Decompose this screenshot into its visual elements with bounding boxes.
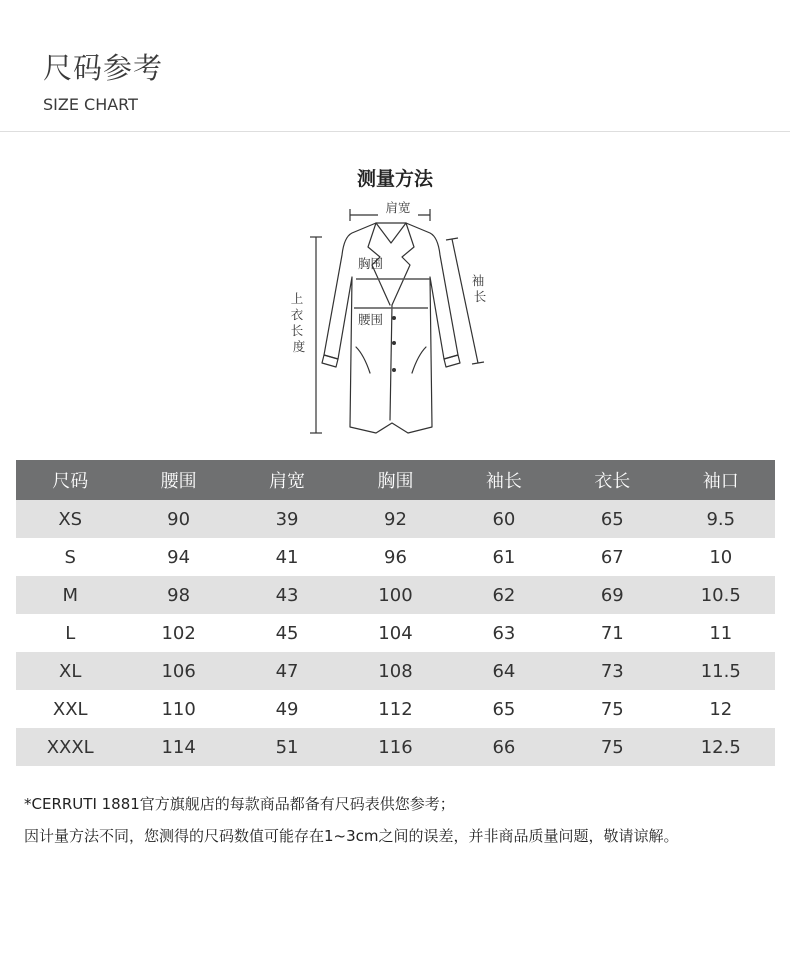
table-cell: 114 <box>124 728 232 766</box>
table-row <box>16 576 775 614</box>
table-cell: 43 <box>233 576 341 614</box>
table-row <box>16 652 775 690</box>
table-cell: 11 <box>667 614 775 652</box>
table-cell: 60 <box>450 500 558 538</box>
page-subtitle: SIZE CHART <box>43 95 138 114</box>
table-cell: 45 <box>233 614 341 652</box>
left-pocket <box>356 347 370 373</box>
note-disclaimer: 因计量方法不同，您测得的尺码数值可能存在1~3cm之间的误差，并非商品质量问题，敬请谅解。 <box>24 827 679 845</box>
table-cell: 65 <box>450 690 558 728</box>
header-waist: 腰围 <box>124 460 232 500</box>
table-cell: 98 <box>124 576 232 614</box>
table-cell: 47 <box>233 652 341 690</box>
table-header-row <box>16 460 775 500</box>
table-cell: 71 <box>558 614 666 652</box>
table-cell: 104 <box>341 614 449 652</box>
table-cell: 110 <box>124 690 232 728</box>
table-cell: 12 <box>667 690 775 728</box>
front-opening <box>390 305 392 420</box>
table-cell: XXL <box>16 690 124 728</box>
size-table <box>16 460 775 766</box>
table-cell: 65 <box>558 500 666 538</box>
chest-label: 胸围 <box>358 256 384 271</box>
table-row <box>16 538 775 576</box>
table-row <box>16 614 775 652</box>
table-cell: 112 <box>341 690 449 728</box>
table-cell: 62 <box>450 576 558 614</box>
table-row <box>16 728 775 766</box>
table-cell: 11.5 <box>667 652 775 690</box>
table-cell: 90 <box>124 500 232 538</box>
coat-button <box>392 368 396 372</box>
header-divider <box>0 131 790 132</box>
table-cell: 49 <box>233 690 341 728</box>
header-size: 尺码 <box>16 460 124 500</box>
table-cell: 96 <box>341 538 449 576</box>
coat-measurement-diagram <box>280 195 510 440</box>
table-cell: 41 <box>233 538 341 576</box>
table-cell: 69 <box>558 576 666 614</box>
collar <box>376 223 406 243</box>
table-cell: 66 <box>450 728 558 766</box>
coat-button <box>392 316 396 320</box>
header-chest: 胸围 <box>341 460 449 500</box>
table-cell: 116 <box>341 728 449 766</box>
table-cell: 10 <box>667 538 775 576</box>
table-cell: 100 <box>341 576 449 614</box>
table-cell: L <box>16 614 124 652</box>
right-pocket <box>412 347 426 373</box>
table-cell: 92 <box>341 500 449 538</box>
header-sleeve: 袖长 <box>450 460 558 500</box>
table-cell: 63 <box>450 614 558 652</box>
header-shoulder: 肩宽 <box>233 460 341 500</box>
table-cell: XL <box>16 652 124 690</box>
table-cell: 106 <box>124 652 232 690</box>
table-cell: M <box>16 576 124 614</box>
table-cell: 39 <box>233 500 341 538</box>
table-row <box>16 690 775 728</box>
table-cell: 67 <box>558 538 666 576</box>
table-cell: 51 <box>233 728 341 766</box>
table-cell: 75 <box>558 728 666 766</box>
sleeve-label: 袖 长 <box>471 273 487 304</box>
header-length: 衣长 <box>558 460 666 500</box>
table-cell: 10.5 <box>667 576 775 614</box>
waist-label: 腰围 <box>358 312 384 327</box>
table-cell: 94 <box>124 538 232 576</box>
right-lapel <box>392 223 414 305</box>
length-label: 上 衣 长 度 <box>290 291 306 354</box>
note-reference: *CERRUTI 1881官方旗舰店的每款商品都备有尺码表供您参考； <box>24 795 455 813</box>
table-cell: 64 <box>450 652 558 690</box>
table-cell: S <box>16 538 124 576</box>
coat-button <box>392 341 396 345</box>
header-cuff: 袖口 <box>667 460 775 500</box>
table-cell: 61 <box>450 538 558 576</box>
table-cell: 108 <box>341 652 449 690</box>
right-cuff <box>444 355 460 367</box>
table-cell: 73 <box>558 652 666 690</box>
table-cell: XS <box>16 500 124 538</box>
measurement-method-title: 测量方法 <box>356 168 433 190</box>
shoulder-label: 肩宽 <box>385 200 411 215</box>
table-row <box>16 500 775 538</box>
table-cell: 75 <box>558 690 666 728</box>
left-cuff <box>322 355 338 367</box>
table-cell: 102 <box>124 614 232 652</box>
page-title: 尺码参考 <box>43 51 164 85</box>
table-cell: 9.5 <box>667 500 775 538</box>
table-cell: 12.5 <box>667 728 775 766</box>
table-cell: XXXL <box>16 728 124 766</box>
